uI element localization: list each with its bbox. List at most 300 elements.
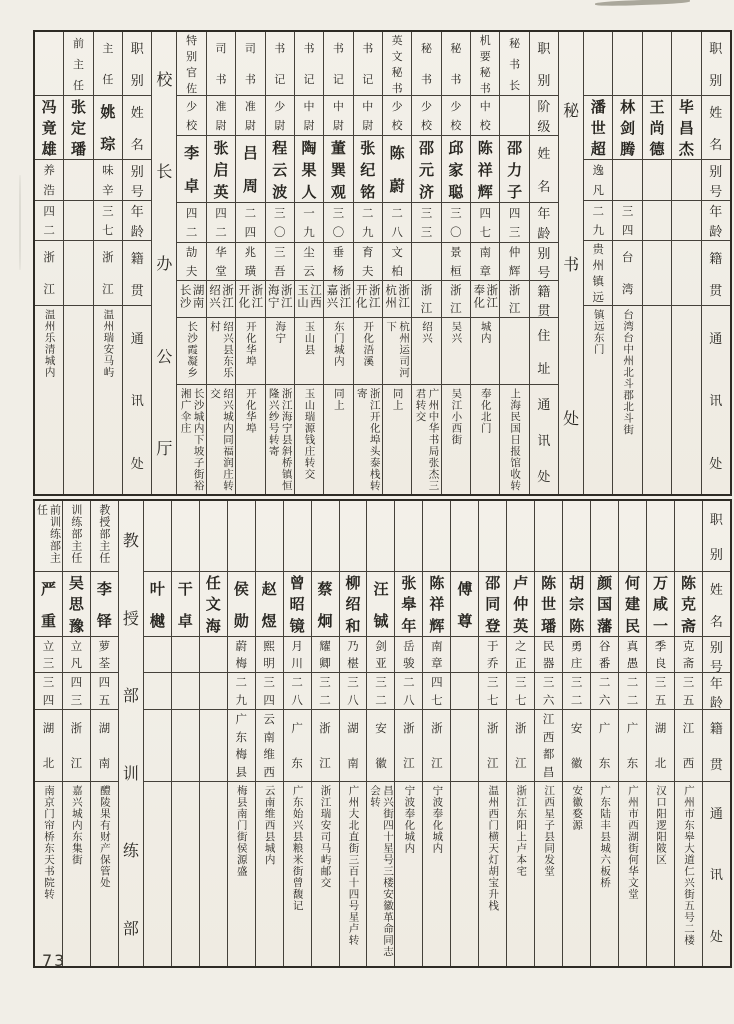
text-glyph: 浙江奉化 [472,284,500,309]
data-cell [340,672,367,709]
text-glyph: 七 [102,223,114,238]
data-cell [423,636,450,672]
text-glyph: 英 [391,34,403,47]
data-cell [442,242,470,280]
data-cell [584,305,612,494]
text-glyph: 处 [537,470,551,486]
text-glyph: 校 [156,69,173,89]
text-glyph: 三 [42,675,55,689]
data-cell [256,781,283,966]
text-glyph: 秘 [420,41,432,55]
text-glyph: 校 [186,119,198,133]
data-cell [256,672,283,709]
text-glyph: 堂 [215,263,227,278]
text-glyph: 姚 [100,103,116,122]
data-cell [207,317,235,384]
person-column [478,501,506,966]
data-cell [563,636,590,672]
data-cell [591,781,618,966]
text-glyph: 广 [235,711,247,726]
text-glyph: 东门城内 [332,321,345,367]
data-cell [324,202,352,242]
text-glyph: 四 [479,205,491,220]
text-glyph: 皋 [401,595,417,614]
text-glyph: 东 [598,756,611,771]
data-cell [324,242,352,280]
text-glyph: 浙 [487,720,499,735]
data-cell [35,305,63,494]
text-glyph: 张 [360,138,376,157]
data-cell [479,781,506,966]
data-cell [507,501,534,571]
text-glyph: 浙江绍兴 [207,284,235,309]
text-glyph: 广 [626,720,639,735]
data-cell [340,636,367,672]
text-glyph: 西 [542,729,555,744]
data-cell [423,781,450,966]
data-cell [312,672,339,709]
text-glyph: 西 [682,756,695,771]
text-glyph: 浙 [431,720,443,735]
text-glyph: 藩 [597,616,613,635]
data-cell [200,501,227,571]
text-glyph: 一 [652,616,668,635]
data-cell [144,636,171,672]
text-glyph: 英 [513,616,529,635]
data-cell [91,501,118,571]
text-glyph: 程 [272,138,288,157]
data-cell [395,636,422,672]
text-glyph: 广东陆丰县城六板桥 [599,785,612,889]
text-glyph: 中 [332,99,344,113]
data-cell [471,135,499,202]
text-glyph: 长 [156,162,173,182]
row-header-cell [123,95,151,159]
text-glyph: 贯 [130,283,144,299]
data-cell [35,501,62,571]
data-cell [177,384,205,494]
data-cell [563,501,590,571]
data-cell [367,571,394,636]
data-cell [200,781,227,966]
row-header-cell [703,636,730,672]
data-cell [412,317,440,384]
person-column [674,501,702,966]
text-glyph: 少 [420,99,432,113]
text-glyph: 年 [709,677,723,692]
text-glyph: 邱 [448,138,464,157]
data-cell [442,95,470,135]
row-header-cell [123,159,151,200]
text-glyph: 汪 [373,579,389,598]
data-cell [672,200,700,240]
data-cell [236,317,264,384]
text-glyph: 名 [130,137,144,153]
text-glyph: 国 [597,595,613,614]
text-glyph: 人 [301,182,317,201]
text-glyph: 潘 [590,98,606,116]
person-column [199,501,227,966]
text-glyph: 剑 [620,119,636,137]
text-glyph: 何 [625,574,641,593]
data-cell [64,159,92,200]
data-cell [584,95,612,159]
row-header-cell [703,571,730,636]
text-glyph: 三 [273,205,286,220]
text-glyph: 浙 [420,283,433,297]
text-glyph: 二 [626,693,639,707]
text-glyph: 江 [508,301,521,315]
data-cell [228,636,255,672]
text-glyph: 汉口阳逻阳陂区 [654,785,667,866]
text-glyph: 乃 [347,638,359,653]
text-glyph: 书 [391,82,403,95]
text-glyph: 别 [130,164,144,180]
text-glyph: 东 [291,756,303,771]
data-cell [647,672,674,709]
text-glyph: 陈 [541,574,557,593]
text-glyph: 岳 [403,638,415,653]
text-glyph: 璠 [71,140,87,158]
data-cell [295,242,323,280]
text-glyph: 七 [479,225,491,240]
text-glyph: 秘 [479,66,491,79]
text-glyph: 号 [709,660,723,672]
data-cell [563,781,590,966]
row-header-cell [702,240,730,305]
text-glyph: 湖 [347,720,359,735]
text-glyph: 云 [272,160,288,179]
text-glyph: 三 [70,693,83,707]
text-glyph: 克 [680,595,696,614]
data-cell [172,672,199,709]
text-glyph: 年 [537,207,551,223]
text-glyph: 书 [563,254,580,274]
text-glyph: 龄 [130,224,144,240]
data-cell [500,135,528,202]
data-cell [647,709,674,781]
text-glyph: 周 [242,177,258,195]
data-cell [295,202,323,242]
text-glyph: 蔚 [235,638,247,653]
text-glyph: 登 [485,616,501,635]
row-header-cell [530,95,558,135]
data-cell [591,571,618,636]
text-glyph: 江 [542,711,555,726]
text-glyph: 湖南长沙 [178,284,206,309]
data-cell [236,32,264,95]
text-glyph: 校 [450,119,462,133]
data-cell [144,781,171,966]
section-label [151,32,176,494]
data-cell [177,280,205,317]
data-cell [643,200,671,240]
text-glyph: 醴陵果有财产保管处 [98,785,111,889]
data-cell [383,202,411,242]
data-cell [228,709,255,781]
text-glyph: 主 [73,57,85,71]
text-glyph: 上海民国日报馆收转 [509,388,522,492]
person-column [366,501,394,966]
data-cell [563,571,590,636]
text-glyph: 斋 [682,656,695,671]
data-cell [284,571,311,636]
text-glyph: 干 [177,579,193,598]
text-glyph: 张 [213,138,229,157]
text-glyph: 别 [709,164,723,180]
text-glyph: 温州瑞安马屿 [102,309,115,378]
text-glyph: 别 [537,247,551,262]
text-glyph: 月 [291,638,303,653]
text-glyph: 江 [487,756,499,771]
text-glyph: 亚 [375,656,387,671]
text-glyph: 部 [122,686,139,706]
text-glyph: 巽 [330,160,346,179]
text-glyph: 海宁 [274,321,287,344]
text-glyph: 昭 [289,595,305,614]
text-glyph: 开化浯溪 [362,321,375,367]
data-cell [412,242,440,280]
data-cell [266,95,294,135]
data-cell [613,32,641,95]
data-cell [172,501,199,571]
data-cell [64,240,92,305]
person-column [311,501,339,966]
text-glyph: 绍 [345,595,361,614]
roster-sheet [33,30,732,968]
text-glyph: 三 [102,203,114,218]
data-cell [619,709,646,781]
data-cell [479,571,506,636]
row-header-cell [530,32,558,95]
text-glyph: 训 [122,763,139,783]
data-cell [367,636,394,672]
data-cell [266,135,294,202]
data-cell [675,709,702,781]
text-glyph: 四 [621,223,634,238]
data-cell [63,781,90,966]
data-cell [643,305,671,494]
text-glyph: 通 [709,807,723,823]
text-glyph: 镇远东门 [592,309,605,355]
text-glyph: 记 [362,73,374,87]
text-glyph: 陈 [429,574,445,593]
text-glyph: 南 [98,756,111,771]
text-glyph: 处 [709,929,723,945]
text-glyph: 徽 [375,756,387,771]
text-glyph: 州 [592,258,605,272]
text-glyph: 李 [184,144,200,162]
row-header-cell [530,317,558,384]
text-glyph: 处 [130,457,144,473]
data-cell [451,709,478,781]
text-glyph: 要 [479,50,491,63]
data-cell [619,636,646,672]
text-glyph: 明 [263,656,275,671]
row-header-cell [123,32,151,95]
text-glyph: 三 [508,225,521,240]
person-column [171,501,199,966]
text-glyph: 同上 [332,388,345,411]
data-cell [643,32,671,95]
text-glyph: 年 [709,205,723,221]
data-cell [500,95,528,135]
data-cell [207,95,235,135]
row-header-cell [703,781,730,966]
text-glyph: 南 [431,638,443,653]
text-glyph: 别 [709,73,723,89]
text-glyph: 邵 [418,138,434,157]
data-cell [471,32,499,95]
text-glyph: 浙 [514,720,527,735]
data-cell [535,781,562,966]
data-cell [383,32,411,95]
text-glyph: 址 [537,362,551,377]
text-glyph: 东 [235,729,247,744]
data-cell [94,95,122,159]
person-column [612,32,641,494]
data-cell [63,636,90,672]
text-glyph: 江 [403,756,415,771]
text-glyph: 思 [68,595,84,614]
text-glyph: 琮 [100,134,116,153]
row-header-cell [530,202,558,242]
text-glyph: 季 [654,638,667,653]
person-column [206,32,235,494]
text-glyph: 〇 [332,225,345,240]
text-glyph: 校 [420,119,432,133]
scan-artifact [595,0,690,7]
data-cell [312,501,339,571]
text-glyph: 观 [330,182,346,201]
text-glyph: 尉 [215,119,227,133]
text-glyph: 书 [509,57,521,71]
text-glyph: 级 [537,119,551,135]
text-glyph: 谷 [598,638,611,653]
text-glyph: 九 [592,223,605,238]
data-cell [295,384,323,494]
text-glyph: 主 [102,41,114,55]
text-glyph: 元 [418,160,434,179]
text-glyph: 年 [130,205,144,221]
data-cell [228,781,255,966]
data-cell [94,159,122,200]
data-cell [647,781,674,966]
data-cell [471,242,499,280]
data-cell [647,571,674,636]
text-glyph: 果 [301,160,317,179]
text-glyph: 号 [709,184,723,200]
text-glyph: 江 [514,756,527,771]
row-header-cell [123,200,151,240]
text-glyph: 之 [514,638,527,653]
data-cell [535,709,562,781]
data-cell [266,242,294,280]
data-cell [354,280,382,317]
text-glyph: 名 [709,137,723,153]
data-cell [479,672,506,709]
text-glyph: 民 [542,638,555,653]
header-column [702,501,730,966]
text-glyph: 璠 [541,616,557,635]
text-glyph: 宗 [569,595,585,614]
text-glyph: 卓 [184,177,200,195]
text-glyph: 尊 [457,611,473,630]
data-cell [144,571,171,636]
data-cell [423,571,450,636]
data-cell [442,32,470,95]
person-column [283,501,311,966]
data-cell [395,501,422,571]
data-cell [207,135,235,202]
data-cell [236,242,264,280]
text-glyph: 劼 [185,245,198,260]
data-cell [367,709,394,781]
text-glyph: 辉 [429,616,445,635]
data-cell [284,672,311,709]
data-cell [200,672,227,709]
data-cell [672,32,700,95]
text-glyph: 南 [479,245,491,260]
data-cell [177,202,205,242]
text-glyph: 官 [186,66,198,79]
data-cell [500,384,528,494]
person-column [63,32,92,494]
text-glyph: 籍 [130,251,144,267]
text-glyph: 秘 [509,36,521,50]
text-glyph: 三 [450,205,462,220]
text-glyph: 章 [479,263,491,278]
text-glyph: 浙 [450,283,462,297]
text-glyph: 吴兴 [450,321,463,344]
text-glyph: 定 [71,119,87,137]
data-cell [479,501,506,571]
text-glyph: 四 [43,203,55,218]
text-glyph: 咸 [652,595,668,614]
data-cell [535,672,562,709]
data-cell [172,781,199,966]
data-cell [471,95,499,135]
text-glyph: 广东始兴县粮米街曾馥记 [291,785,304,912]
data-cell [324,32,352,95]
text-glyph: 台湾台中州北斗郡北斗街 [622,309,635,436]
text-glyph: 四 [185,205,198,220]
text-glyph: 通 [709,331,723,347]
row-header-cell [702,32,730,95]
header-column [122,32,151,494]
text-glyph: 书 [479,82,491,95]
data-cell [207,202,235,242]
text-glyph: 味 [102,163,114,177]
text-glyph: 三 [420,225,433,240]
data-cell [584,159,612,200]
data-cell [144,709,171,781]
data-cell [442,202,470,242]
text-glyph: 云 [303,263,315,278]
text-glyph: 浙江开化 [237,284,265,309]
data-cell [619,672,646,709]
header-column [701,32,730,494]
text-glyph: 长沙霞凝乡 [186,321,199,379]
text-glyph: 璜 [244,263,257,278]
text-glyph: 司 [244,41,256,55]
text-glyph: 于 [487,638,499,653]
data-cell [383,280,411,317]
text-glyph: 北 [42,756,55,771]
text-glyph: 都 [542,747,555,762]
person-column [590,501,618,966]
data-cell [207,242,235,280]
